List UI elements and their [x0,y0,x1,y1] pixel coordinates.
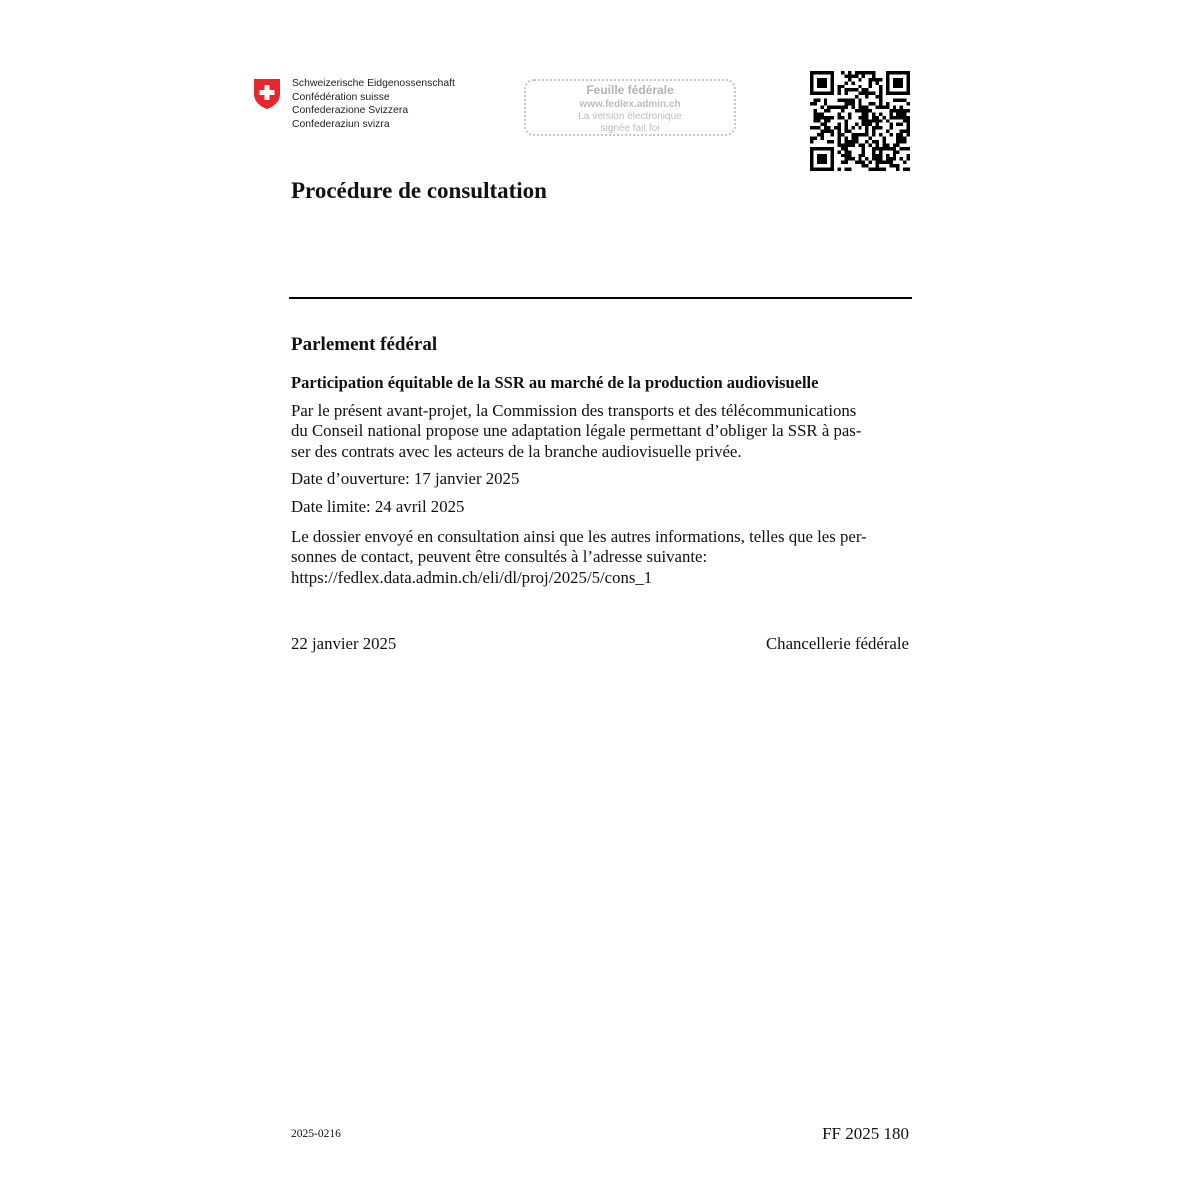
title-divider [289,297,912,299]
swiss-coat-of-arms-icon [253,78,281,110]
confederation-names [292,77,455,131]
deadline-date [291,497,911,517]
dossier-paragraph [291,527,911,588]
dossier-link[interactable]: https://fedlex.data.admin.ch/eli/dl/proj/2025/5/cons_1 [291,567,653,587]
page-title: Procédure de consultation [291,178,547,203]
opening-date-text: Date d’ouverture: 17 janvier 2025 [291,469,520,488]
confederation-line-it: Confederazione Svizzera [292,105,409,116]
footer-citation: FF 2025 180 [822,1124,909,1143]
deadline-date-text: Date limite: 24 avril 2025 [291,497,465,516]
paragraph-line: ser des contrats avec les acteurs de la branche audiovisuelle privée. [291,441,742,461]
stamp-url: www.fedlex.admin.ch [579,99,681,110]
official-gazette-stamp [524,79,736,136]
paragraph-line: du Conseil national propose une adaptation légale permettant d’obliger la SSR à pas- [291,421,862,441]
footer-reference: 2025-0216 [291,1128,341,1140]
qr-code-icon [810,71,910,171]
stamp-line-1: La version électronique [578,111,682,122]
stamp-title: Feuille fédérale [586,83,674,97]
issuer: Chancellerie fédérale [765,634,909,653]
confederation-line-de: Schweizerische Eidgenossenschaft [292,78,455,89]
paragraph-line: Le dossier envoyé en consultation ainsi que les autres informations, telles que les per- [291,527,867,546]
opening-date [291,469,911,489]
subject-heading: Participation équitable de la SSR au marché de la production audiovisuelle [291,373,819,392]
description-paragraph [291,401,911,462]
section-heading: Parlement fédéral [291,334,438,355]
stamp-line-2: signée fait foi [600,123,660,134]
publication-date: 22 janvier 2025 [291,634,397,653]
paragraph-line: Par le présent avant-projet, la Commission des transports et des télécommunications [291,401,857,420]
confederation-line-fr: Confédération suisse [292,91,390,103]
confederation-line-rm: Confederaziun svizra [292,118,390,130]
paragraph-line: sonnes de contact, peuvent être consultés à l’adresse suivante: [291,547,708,567]
